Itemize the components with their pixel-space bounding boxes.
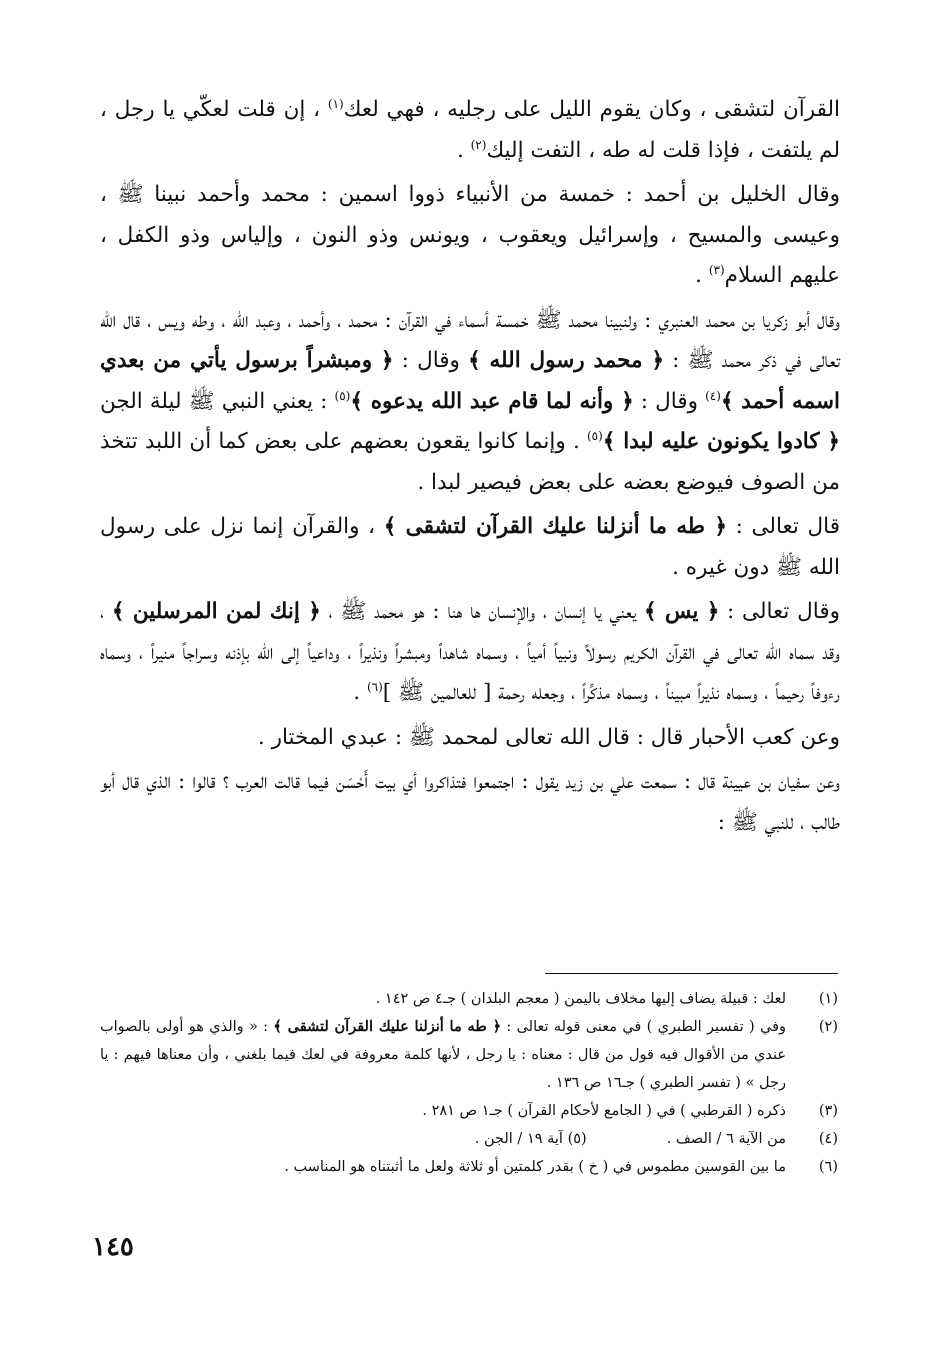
- paragraph: [100, 718, 840, 759]
- text-run: يعني يا إنسان ، والإنسان ها هنا : هو محمد ﷺ ،: [320, 599, 644, 624]
- text-run: : يعني النبي ﷺ ليلة الجن: [100, 388, 335, 414]
- text-run: وفي ( تفسير الطبري ) في معنى قوله تعالى :: [501, 1019, 787, 1035]
- text-run: وقال :: [633, 388, 706, 414]
- footnote-text: [100, 1153, 786, 1181]
- text-run: القرآن لتشقى ، وكان يقوم الليل على رجليه ، فهي لعك: [343, 97, 840, 122]
- text-run: من الآية ٦ / الصف .: [666, 1131, 786, 1147]
- text-run: ، إن قلت لعكّي يا رجل ، لم يلتفت ، فإذا قلت له طه ، التفت إليك: [100, 97, 840, 163]
- text-run: وقال الخليل بن أحمد : خمسة من الأنبياء ذووا اسمين : محمد وأحمد نبينا ﷺ ، وعيسى والمسيح ، وإسرائيل ويعقوب ، ويونس وذو النون ، وإلياس وذو الكفل ، عليهم السلام: [100, 182, 840, 288]
- body-text: [100, 90, 840, 843]
- quran-verse: ﴿ إنك لمن المرسلين ﴾: [111, 599, 321, 624]
- text-run: .: [695, 263, 709, 288]
- footnote-marker: (٢): [470, 137, 487, 152]
- footnote-marker: (٤): [705, 388, 721, 403]
- footnote: [100, 1097, 838, 1125]
- text-run: .: [456, 137, 471, 163]
- quran-verse: ﴿ وأنه لما قام عبد الله يدعوه ﴾: [350, 388, 634, 414]
- footnote-marker: (٥): [334, 388, 351, 403]
- quran-verse: ﴿ محمد رسول الله ﴾: [468, 348, 664, 373]
- footnote-number: (٤): [818, 1131, 838, 1147]
- text-run: : « والذي هو أولى بالصواب عندي من الأقوال فيه قول من قال : معناه : يا رجل ، لأنها كلمة معروفة في لعك فيما بلغني ، وأن معناها فيهم : يا رجل » ( تفسر الطبري ) جـ١٦ ص ١٣٦ .: [100, 1019, 786, 1091]
- paragraph: [100, 175, 840, 297]
- text-run: وقال تعالى :: [719, 599, 840, 624]
- footnote-text: [100, 985, 786, 1013]
- footnotes: [100, 985, 838, 1181]
- text-run: وعن كعب الأحبار قال : قال الله تعالى لمحمد ﷺ : عبدي المختار .: [257, 724, 840, 750]
- paragraph: [100, 507, 840, 588]
- paragraph: [100, 301, 840, 504]
- footnote-marker: (١): [327, 96, 344, 111]
- page-number: ١٤٥: [92, 1232, 134, 1262]
- paragraph: [100, 762, 840, 843]
- text-run: (٥) آية ١٩ / الجن .: [474, 1131, 587, 1147]
- footnote-number: (٣): [818, 1103, 838, 1119]
- quran-verse: ﴿ طه ما أنزلنا عليك القرآن لتشقى ﴾: [273, 1018, 502, 1035]
- footnote-number: (٦): [818, 1159, 838, 1175]
- quran-verse: ﴿ طه ما أنزلنا عليك القرآن لتشقى ﴾: [383, 514, 727, 539]
- quran-verse: ﴿ كادوا يكونون عليه لبدا ﴾: [602, 429, 840, 454]
- footnote: [100, 1125, 838, 1153]
- text-run: لعك : قبيلة يضاف إليها مخلاف باليمن ( معجم البلدان ) جـ٤ ص ١٤٢ .: [375, 991, 786, 1007]
- paragraph: [100, 90, 840, 171]
- quran-verse: ﴿ يس ﴾: [643, 599, 720, 624]
- footnote-number: (١): [818, 991, 838, 1007]
- footnote-marker: (٦): [366, 679, 383, 694]
- footnote-number: (٢): [818, 1019, 838, 1035]
- quran-verse: ﴿ ومبشراً برسول يأتي من بعدي اسمه أحمد ﴾: [100, 348, 840, 414]
- text-run: ، وقد سماه الله تعالى في القرآن الكريم رسولاً ونبياً أمياً ، وسماه شاهداً ومبشراً ونذيراً ، وداعياً إلى الله بإذنه وسراجاً منيراً ، وسماه رءوفاً رحيماً ، وسماه نذيراً مبيناً ، وسماه مذكِّراً ، وجعله رحمة [ للعالمين ﷺ ]: [100, 599, 840, 705]
- text-run: وقال أبو زكريا بن محمد العنبري : ولنبينا محمد ﷺ خمسة أسماء في القرآن : محمد ، وأحمد ، وعبد الله ، وطه ويس ، قال الله تعالى في ذكر محمد ﷺ :: [100, 307, 840, 373]
- text-run: وقال :: [393, 348, 469, 373]
- text-run: ذكره ( القرطبي ) في ( الجامع لأحكام القرآن ) جـ١ ص ٢٨١ .: [422, 1103, 786, 1119]
- text-run: وعن سفيان بن عيينة قال : سمعت علي بن زيد يقول : اجتمعوا فتذاكروا أي بيت أَحْسَن فيما قالت العرب ؟ قالوا : الذي قال أبو طالب ، للنبي ﷺ :: [100, 769, 840, 835]
- text-run: ما بين القوسين مطموس في ( خ ) بقدر كلمتين أو ثلاثة ولعل ما أثبتناه هو المناسب .: [284, 1159, 786, 1175]
- footnote-marker: (٥): [586, 428, 603, 443]
- paragraph: [100, 592, 840, 714]
- text-run: قال تعالى :: [726, 514, 841, 539]
- text-run: .: [353, 680, 367, 705]
- footnote-text: [100, 1013, 786, 1097]
- footnote-separator: [545, 973, 838, 974]
- text-run: . وإنما كانوا يقعون بعضهم على بعض كما أن اللبد تتخذ من الصوف فيوضع بعضه على بعض فيصير لبدا .: [100, 429, 840, 495]
- text-run: ، والقرآن إنما نزل على رسول الله ﷺ دون غيره .: [100, 514, 840, 580]
- footnote-marker: (٣): [708, 262, 725, 277]
- footnote-text: [100, 1125, 786, 1153]
- footnote: [100, 985, 838, 1013]
- footnote: [100, 1153, 838, 1181]
- footnote: [100, 1013, 838, 1097]
- footnote-text: [100, 1097, 786, 1125]
